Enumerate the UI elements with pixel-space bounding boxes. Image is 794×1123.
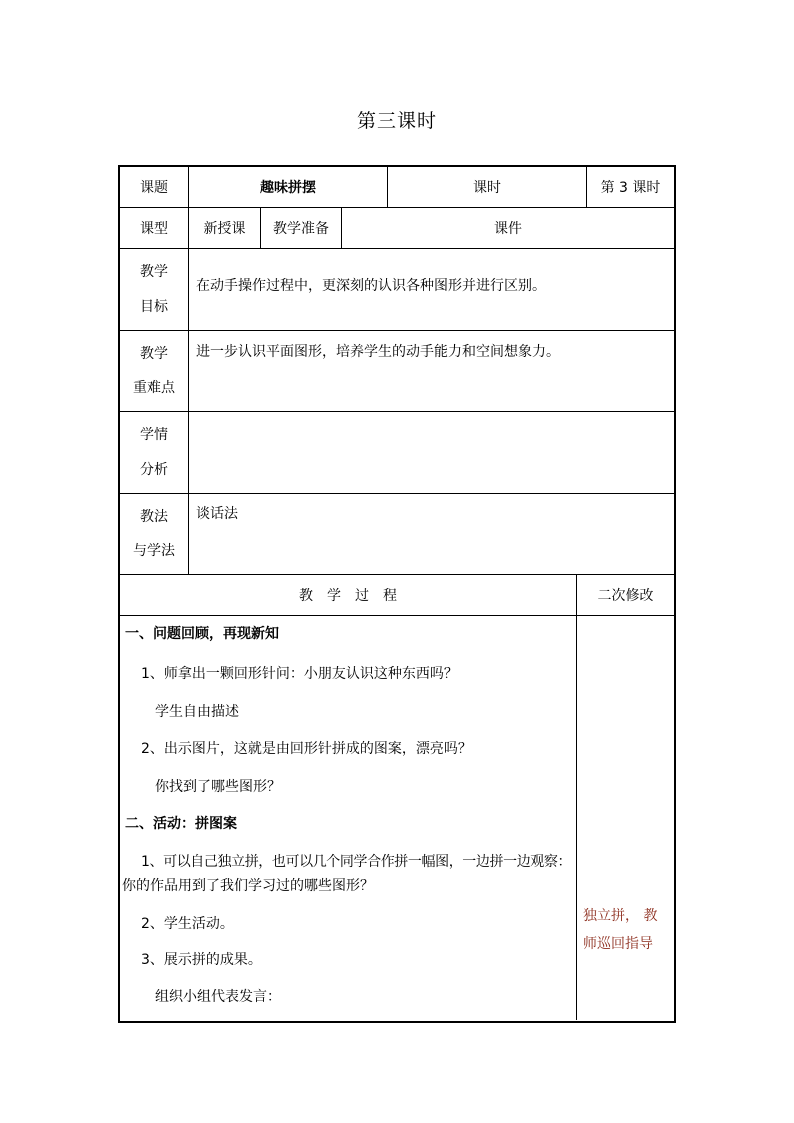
method-label-line2: 与学法 bbox=[133, 543, 175, 559]
type-label: 课型 bbox=[120, 208, 189, 248]
process-line: 学生自由描述 bbox=[155, 704, 239, 720]
process-line: 组织小组代表发言： bbox=[155, 989, 281, 1005]
page-title: 第三课时 bbox=[356, 110, 437, 132]
analysis-content bbox=[189, 412, 674, 493]
difficulty-label-line2: 重难点 bbox=[133, 380, 175, 396]
lesson-plan-table bbox=[118, 165, 676, 1023]
prep-value: 课件 bbox=[494, 221, 522, 237]
process-line: 2、学生活动。 bbox=[141, 916, 234, 932]
type-value: 新授课 bbox=[189, 208, 261, 248]
process-line: 1、师拿出一颗回形针问：小朋友认识这种东西吗？ bbox=[141, 666, 458, 682]
process-line: 1、可以自己独立拼，也可以几个同学合作拼一幅图，一边拼一边观察： bbox=[141, 854, 572, 870]
revision-note: 独立拼， 教师巡回指导 bbox=[583, 908, 658, 952]
goal-label bbox=[120, 249, 189, 330]
section-heading: 二、活动：拼图案 bbox=[125, 816, 237, 832]
analysis-label-line1: 学情 bbox=[140, 427, 168, 444]
topic-row bbox=[120, 167, 674, 208]
goal-row bbox=[120, 249, 674, 331]
goal-label-line1: 教学 bbox=[140, 264, 168, 281]
process-line: 2、出示图片，这就是由回形针拼成的图案，漂亮吗？ bbox=[141, 741, 472, 757]
process-header: 教 学 过 程 bbox=[120, 575, 577, 615]
difficulty-content: 进一步认识平面图形，培养学生的动手能力和空间想象力。 bbox=[196, 344, 560, 360]
process-line: 你的作品用到了我们学习过的哪些图形？ bbox=[122, 878, 374, 894]
goal-label-line2: 目标 bbox=[140, 298, 168, 315]
section-heading: 一、问题回顾，再现新知 bbox=[125, 626, 279, 642]
analysis-label bbox=[120, 412, 189, 493]
period-value: 第 3 课时 bbox=[600, 180, 661, 196]
topic-value: 趣味拼摆 bbox=[189, 167, 388, 207]
method-content: 谈话法 bbox=[196, 506, 238, 522]
goal-content: 在动手操作过程中，更深刻的认识各种图形并进行区别。 bbox=[196, 277, 546, 294]
difficulty-label bbox=[120, 331, 189, 411]
topic-label: 课题 bbox=[120, 167, 189, 207]
analysis-label-line2: 分析 bbox=[140, 461, 168, 478]
process-line: 3、展示拼的成果。 bbox=[141, 952, 262, 968]
difficulty-row bbox=[120, 331, 674, 412]
analysis-row bbox=[120, 412, 674, 494]
type-row bbox=[120, 208, 674, 249]
period-label: 课时 bbox=[388, 167, 587, 207]
revision-column bbox=[577, 616, 674, 1020]
method-row bbox=[120, 494, 674, 575]
difficulty-label-line1: 教学 bbox=[140, 346, 168, 362]
prep-label: 教学准备 bbox=[261, 208, 342, 248]
method-label bbox=[120, 494, 189, 574]
process-content bbox=[120, 616, 577, 1020]
process-line: 你找到了哪些图形？ bbox=[155, 779, 281, 795]
method-label-line1: 教法 bbox=[140, 509, 168, 525]
process-header-row bbox=[120, 575, 674, 616]
process-body bbox=[120, 616, 674, 1020]
revision-header: 二次修改 bbox=[597, 588, 654, 604]
